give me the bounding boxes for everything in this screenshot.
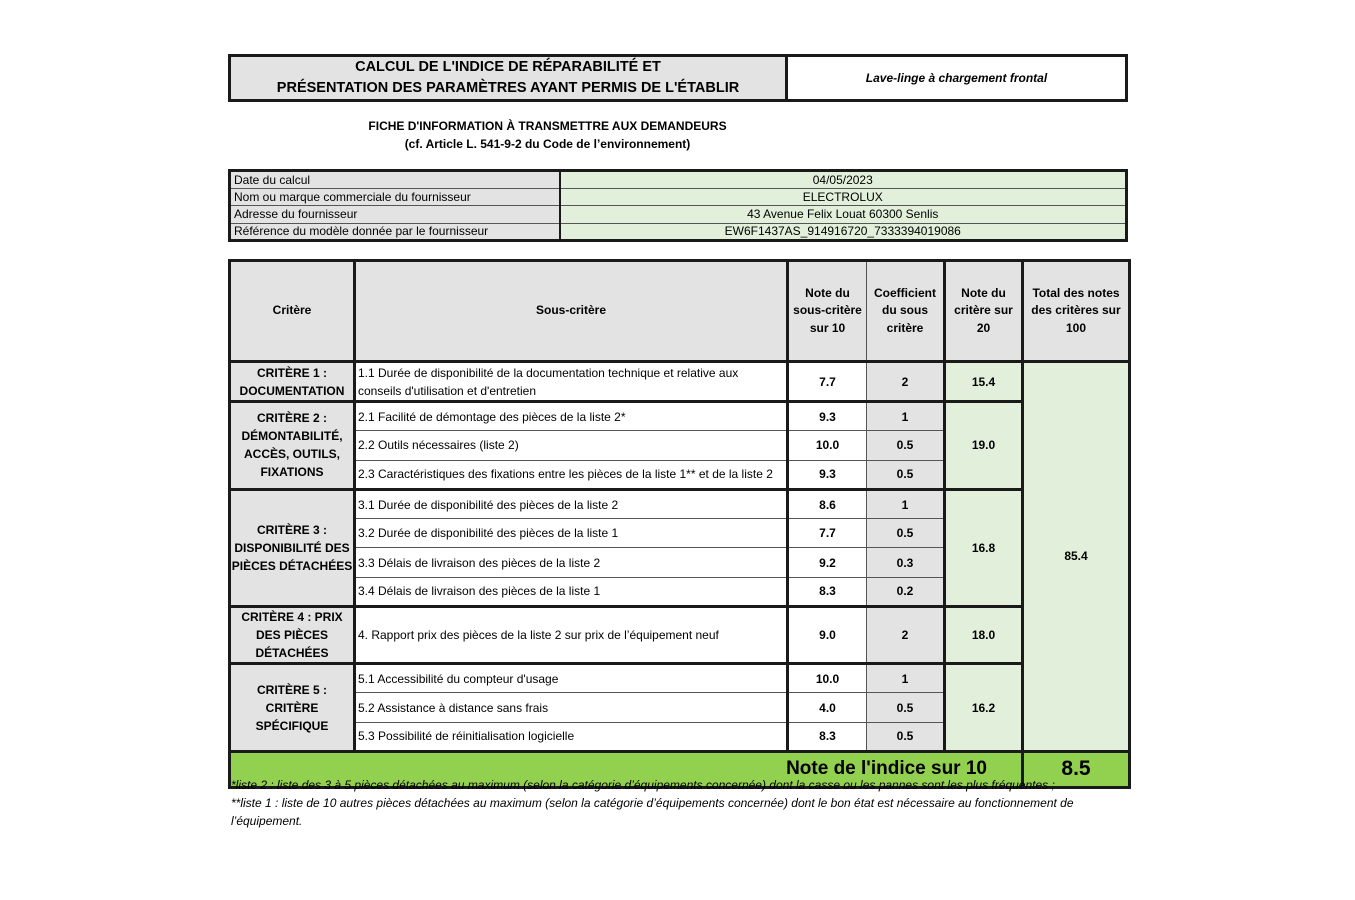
criterion-5-score: 16.2 [945, 664, 1023, 752]
sub-criterion-note: 9.2 [788, 548, 867, 577]
sub-criterion-note: 7.7 [788, 519, 867, 548]
subtitle-line-1: FICHE D'INFORMATION À TRANSMETTRE AUX DEMANDEURS [368, 119, 727, 133]
info-value: 43 Avenue Felix Louat 60300 Senlis [560, 206, 1127, 224]
column-header-total: Total des notes des critères sur 100 [1023, 261, 1130, 362]
criterion-2-name: CRITÈRE 2 : DÉMONTABILITÉ, ACCÈS, OUTILS, FIXATIONS [230, 402, 355, 490]
info-label: Référence du modèle donnée par le fournisseur [230, 223, 560, 241]
footnote-liste-1: **liste 1 : liste de 10 autres pièces détachées au maximum (selon la catégorie d’équipements concernée) dont le bon état est nécessaire au fonctionnement de l’équipement. [231, 796, 1074, 828]
info-value: EW6F1437AS_914916720_7333394019086 [560, 223, 1127, 241]
sub-criterion-label: 2.2 Outils nécessaires (liste 2) [355, 431, 788, 460]
subtitle-line-2: (cf. Article L. 541-9-2 du Code de l’environnement) [404, 137, 691, 151]
footnotes [231, 776, 1111, 830]
info-value: ELECTROLUX [560, 188, 1127, 206]
sub-criterion-note: 7.7 [788, 362, 867, 402]
info-label: Nom ou marque commerciale du fournisseur [230, 188, 560, 206]
sub-criterion-note: 8.6 [788, 489, 867, 518]
sub-criterion-label: 3.1 Durée de disponibilité des pièces de la liste 2 [355, 489, 788, 518]
column-header-note-critere: Note du critère sur 20 [945, 261, 1023, 362]
final-score-label: Note de l'indice sur 10 [230, 751, 1023, 787]
sub-criterion-coef: 0.5 [867, 431, 945, 460]
title-line-1: CALCUL DE L'INDICE DE RÉPARABILITÉ ET [355, 59, 661, 75]
criterion-4-name: CRITÈRE 4 : PRIX DES PIÈCES DÉTACHÉES [230, 607, 355, 664]
sub-criterion-label: 3.3 Délais de livraison des pièces de la liste 2 [355, 548, 788, 577]
sub-criterion-note: 8.3 [788, 577, 867, 606]
column-header-critere: Critère [230, 261, 355, 362]
criterion-1-score: 15.4 [945, 362, 1023, 402]
sub-criterion-coef: 0.5 [867, 722, 945, 751]
sub-criterion-coef: 0.5 [867, 519, 945, 548]
sub-criterion-note: 10.0 [788, 431, 867, 460]
table-row [230, 607, 1130, 664]
info-row [230, 188, 1127, 206]
total-score: 85.4 [1023, 362, 1130, 752]
criterion-4-score: 18.0 [945, 607, 1023, 664]
sub-criterion-coef: 2 [867, 607, 945, 664]
info-row [230, 223, 1127, 241]
footnote-liste-2: *liste 2 : liste des 3 à 5 pièces détachées au maximum (selon la catégorie d’équipements concernée) dont la casse ou les pannes sont les plus fréquentes ; [231, 778, 1055, 792]
table-row [230, 489, 1130, 518]
column-header-coefficient: Coefficient du sous critère [867, 261, 945, 362]
criterion-3-name: CRITÈRE 3 : DISPONIBILITÉ DES PIÈCES DÉTACHÉES [230, 489, 355, 606]
table-row [230, 664, 1130, 693]
repairability-table [228, 259, 1131, 789]
document-header [228, 54, 1128, 102]
document-subtitle [360, 117, 735, 153]
sub-criterion-coef: 1 [867, 489, 945, 518]
info-row [230, 171, 1127, 189]
sub-criterion-label: 3.4 Délais de livraison des pièces de la liste 1 [355, 577, 788, 606]
table-row [230, 402, 1130, 431]
info-row [230, 206, 1127, 224]
sub-criterion-coef: 1 [867, 402, 945, 431]
criterion-5-name: CRITÈRE 5 : CRITÈRE SPÉCIFIQUE [230, 664, 355, 752]
sub-criterion-coef: 1 [867, 664, 945, 693]
sub-criterion-label: 1.1 Durée de disponibilité de la documentation technique et relative aux conseils d'utilisation et d'entretien [355, 362, 788, 402]
table-header-row [230, 261, 1130, 362]
sub-criterion-coef: 0.3 [867, 548, 945, 577]
title-line-2: PRÉSENTATION DES PARAMÈTRES AYANT PERMIS DE L'ÉTABLIR [276, 80, 740, 96]
info-value: 04/05/2023 [560, 171, 1127, 189]
sub-criterion-note: 9.3 [788, 460, 867, 489]
document-title [231, 57, 788, 99]
criterion-3-score: 16.8 [945, 489, 1023, 606]
table-row [230, 362, 1130, 402]
sub-criterion-label: 3.2 Durée de disponibilité des pièces de la liste 1 [355, 519, 788, 548]
column-header-sous-critere: Sous-critère [355, 261, 788, 362]
sub-criterion-coef: 0.5 [867, 460, 945, 489]
sub-criterion-label: 2.1 Facilité de démontage des pièces de la liste 2* [355, 402, 788, 431]
sub-criterion-note: 9.0 [788, 607, 867, 664]
supplier-info-table [228, 169, 1128, 242]
sub-criterion-coef: 0.2 [867, 577, 945, 606]
sub-criterion-coef: 2 [867, 362, 945, 402]
sub-criterion-label: 2.3 Caractéristiques des fixations entre les pièces de la liste 1** et de la liste 2 [355, 460, 788, 489]
sub-criterion-label: 5.3 Possibilité de réinitialisation logicielle [355, 722, 788, 751]
sub-criterion-label: 5.1 Accessibilité du compteur d'usage [355, 664, 788, 693]
final-score-value: 8.5 [1023, 751, 1130, 787]
info-label: Adresse du fournisseur [230, 206, 560, 224]
sub-criterion-coef: 0.5 [867, 693, 945, 722]
criterion-1-name: CRITÈRE 1 : DOCUMENTATION [230, 362, 355, 402]
sub-criterion-label: 5.2 Assistance à distance sans frais [355, 693, 788, 722]
column-header-note-sous-critere: Note du sous-critère sur 10 [788, 261, 867, 362]
info-label: Date du calcul [230, 171, 560, 189]
product-type: Lave-linge à chargement frontal [865, 71, 1048, 85]
criterion-2-score: 19.0 [945, 402, 1023, 490]
sub-criterion-label: 4. Rapport prix des pièces de la liste 2 sur prix de l’équipement neuf [355, 607, 788, 664]
sub-criterion-note: 9.3 [788, 402, 867, 431]
sub-criterion-note: 10.0 [788, 664, 867, 693]
sub-criterion-note: 4.0 [788, 693, 867, 722]
sub-criterion-note: 8.3 [788, 722, 867, 751]
